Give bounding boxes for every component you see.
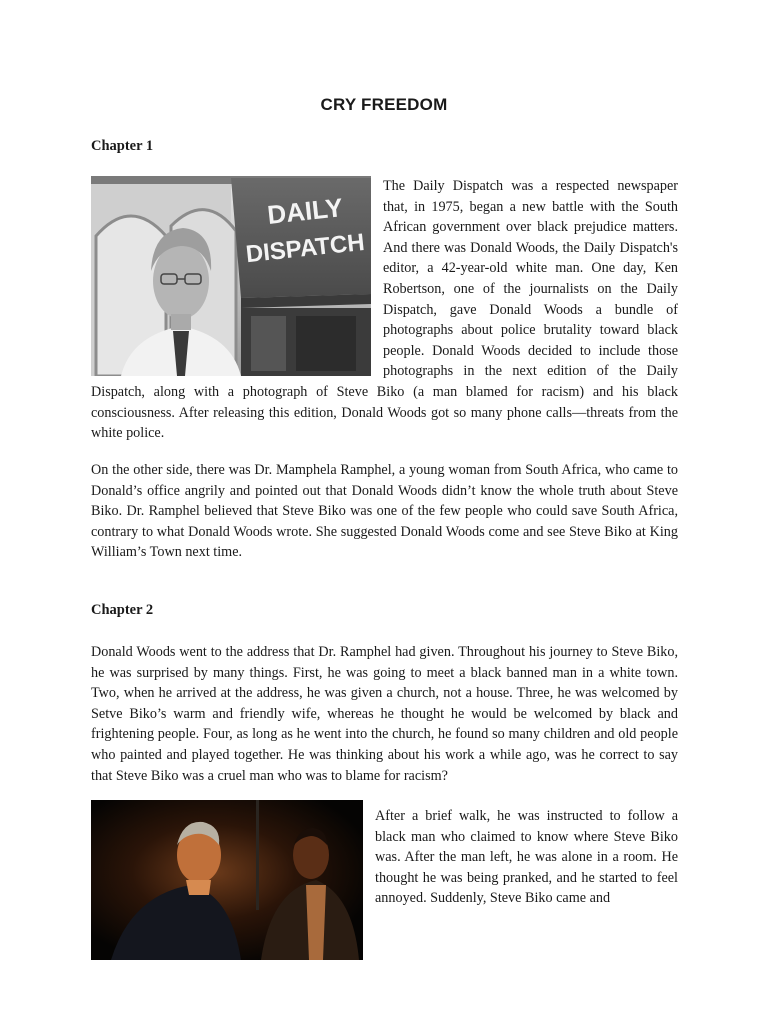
sign-text-line-2: DISPATCH [244, 228, 366, 269]
chapter-2-paragraph-2: After a brief walk, he was instructed to follow a black man who claimed to know where Steve Biko was. After the man left, he was alone in a room. He thought he was being pranked, and he started to feel annoyed. Suddenly, Steve Biko came and [375, 808, 678, 907]
chapter-2-paragraph-2-block [91, 806, 678, 960]
chapter-2-heading: Chapter 2 [91, 602, 154, 618]
chapter-1-heading: Chapter 1 [91, 138, 154, 154]
daily-dispatch-photo [91, 176, 371, 376]
night-scene-photo [91, 800, 363, 960]
sign-text-line-1: DAILY [265, 192, 345, 230]
chapter-1-paragraph-2: On the other side, there was Dr. Mamphela Ramphel, a young woman from South Africa, who came to Donald’s office angrily and pointed out that Donald Woods didn’t know the whole truth about Steve Biko. Dr. Ramphel believed that Steve Biko was one of the few people who could save South Africa, contrary to what Donald Woods wrote. She suggested Donald Woods come and see Steve Biko at King William’s Town next time. [91, 462, 678, 561]
chapter-1-paragraph-1-block [91, 176, 678, 444]
document-title: CRY FREEDOM [320, 95, 448, 114]
chapter-1-paragraph-1: The Daily Dispatch was a respected newspaper that, in 1975, began a new battle with the South African government over black prejudice matters. And there was Donald Woods, the Daily Dispatch's editor, a 42-year-old white man. One day, Ken Robertson, one of the journalists on the Daily Dispatch, gave Donald Woods a bundle of photographs about police brutality toward black people. Donald Woods decided to include those photographs in the next edition of the Daily Dispatch, along with a photograph of Steve Biko (a man blamed for racism) and his black consciousness. After releasing this edition, Donald Woods got so many phone calls—threats from the white police. [91, 178, 678, 442]
chapter-2-paragraph-1: Donald Woods went to the address that Dr. Ramphel had given. Throughout his journey to Steve Biko, he was surprised by many things. First, he was going to meet a black banned man in a white town. Two, when he arrived at the address, he was given a church, not a house. Three, he was welcomed by Setve Biko’s warm and friendly wife, whereas he thought he would be welcomed by black and frightening people. Four, as long as he went into the church, he found so many children and old people who painted and played together. He was thinking about his work a while ago, was he correct to say that Steve Biko was a cruel man who was to blame for racism? [91, 644, 678, 784]
